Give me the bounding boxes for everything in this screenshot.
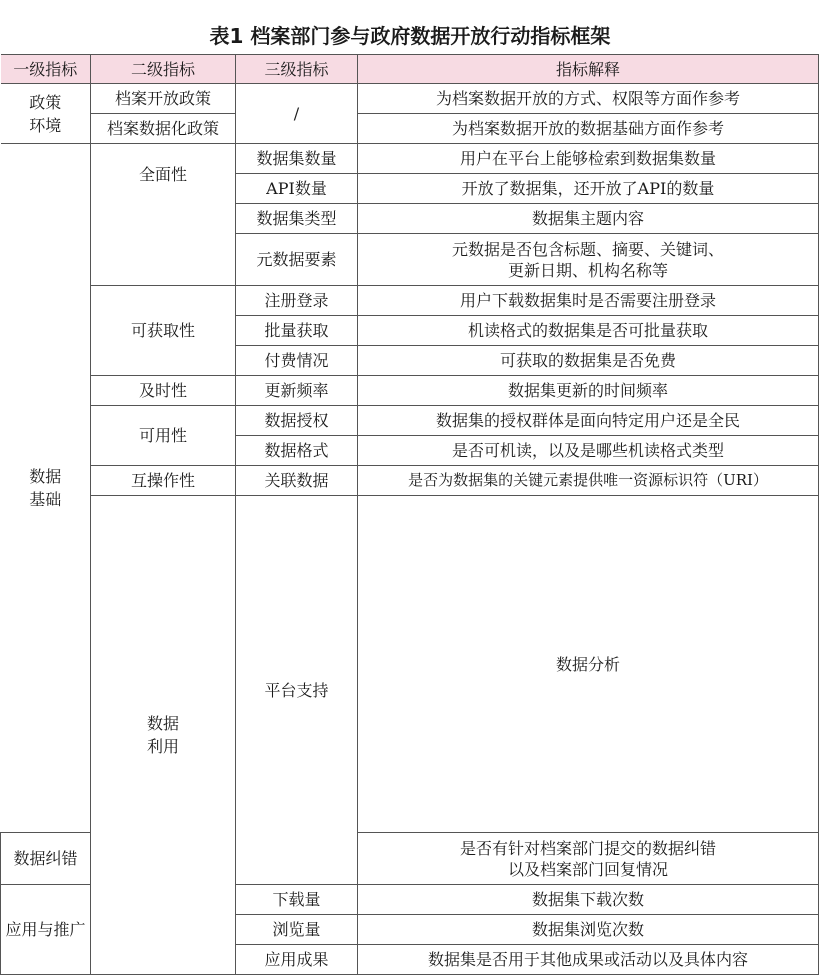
level2-cell: 及时性 bbox=[91, 376, 236, 406]
table-row bbox=[1, 406, 819, 436]
description-cell: 是否可机读，以及是哪些机读格式类型 bbox=[358, 436, 819, 466]
description-cell: 为档案数据开放的数据基础方面作参考 bbox=[358, 114, 819, 144]
level3-cell: 关联数据 bbox=[236, 466, 358, 496]
level2-cell: 可获取性 bbox=[91, 286, 236, 376]
level2-cell: 全面性 bbox=[91, 144, 236, 286]
level3-cell: 数据格式 bbox=[236, 436, 358, 466]
description-cell bbox=[358, 833, 819, 885]
description-cell: 用户下载数据集时是否需要注册登录 bbox=[358, 286, 819, 316]
level2-cell: 应用与推广 bbox=[1, 885, 91, 975]
description-line: 更新日期、机构名称等 bbox=[507, 260, 668, 280]
table-row bbox=[1, 114, 819, 144]
description-line: 元数据是否包含标题、摘要、关键词、 bbox=[451, 239, 724, 259]
header-level2: 二级指标 bbox=[91, 55, 236, 84]
level3-cell: 数据集数量 bbox=[236, 144, 358, 174]
description-cell bbox=[358, 234, 819, 286]
level2-cell: 互操作性 bbox=[91, 466, 236, 496]
level1-line: 数据 bbox=[146, 714, 179, 733]
description-cell: 数据集更新的时间频率 bbox=[358, 376, 819, 406]
level1-line: 环境 bbox=[29, 115, 62, 135]
description-cell: 数据集浏览次数 bbox=[358, 915, 819, 945]
table-row bbox=[1, 376, 819, 406]
header-level3: 三级指标 bbox=[236, 55, 358, 84]
description-cell: 用户在平台上能够检索到数据集数量 bbox=[358, 144, 819, 174]
description-cell: 机读格式的数据集是否可批量获取 bbox=[358, 316, 819, 346]
level3-cell: 付费情况 bbox=[236, 346, 358, 376]
description-cell: 是否为数据集的关键元素提供唯一资源标识符（URI） bbox=[358, 466, 819, 496]
level2-cell: 档案开放政策 bbox=[91, 84, 236, 114]
level3-cell: 注册登录 bbox=[236, 286, 358, 316]
description-line: 以及档案部门回复情况 bbox=[507, 859, 668, 879]
level1-line: 利用 bbox=[146, 737, 179, 756]
level2-cell: 可用性 bbox=[91, 406, 236, 466]
level3-cell: 数据集类型 bbox=[236, 204, 358, 234]
level1-line: 数据 bbox=[29, 467, 62, 486]
level1-line: 政策 bbox=[29, 92, 62, 112]
level3-cell: 数据纠错 bbox=[1, 833, 91, 885]
level3-cell: API数量 bbox=[236, 174, 358, 204]
level3-cell: 更新频率 bbox=[236, 376, 358, 406]
table-row bbox=[1, 286, 819, 316]
description-cell: 数据集下载次数 bbox=[358, 885, 819, 915]
description-cell: 可获取的数据集是否免费 bbox=[358, 346, 819, 376]
description-cell: 数据集主题内容 bbox=[358, 204, 819, 234]
level3-cell: 元数据要素 bbox=[236, 234, 358, 286]
description-cell: 数据集的授权群体是面向特定用户还是全民 bbox=[358, 406, 819, 436]
level3-cell: 数据分析 bbox=[358, 496, 819, 833]
table-row bbox=[1, 496, 819, 833]
description-cell: 为档案数据开放的方式、权限等方面作参考 bbox=[358, 84, 819, 114]
level1-use bbox=[91, 496, 236, 975]
header-description: 指标解释 bbox=[358, 55, 819, 84]
level2-cell: 档案数据化政策 bbox=[91, 114, 236, 144]
level1-policy bbox=[1, 84, 91, 144]
level2-cell: 平台支持 bbox=[236, 496, 358, 885]
level3-cell: 数据授权 bbox=[236, 406, 358, 436]
table-row bbox=[1, 144, 819, 174]
level3-cell: 下载量 bbox=[236, 885, 358, 915]
description-cell: 数据集是否用于其他成果或活动以及具体内容 bbox=[358, 945, 819, 975]
header-row bbox=[1, 55, 819, 84]
table-row bbox=[1, 466, 819, 496]
level3-cell: 批量获取 bbox=[236, 316, 358, 346]
description-line: 是否有针对档案部门提交的数据纠错 bbox=[459, 838, 716, 858]
level3-cell: 浏览量 bbox=[236, 915, 358, 945]
table-row bbox=[1, 84, 819, 114]
level1-base bbox=[1, 144, 91, 833]
table-title: 表1 档案部门参与政府数据开放行动指标框架 bbox=[209, 24, 611, 48]
description-cell: 开放了数据集，还开放了API的数量 bbox=[358, 174, 819, 204]
level3-cell: 应用成果 bbox=[236, 945, 358, 975]
level1-line: 基础 bbox=[29, 490, 62, 509]
indicator-table bbox=[0, 54, 819, 975]
level3-cell: / bbox=[236, 84, 358, 144]
header-level1: 一级指标 bbox=[1, 55, 91, 84]
